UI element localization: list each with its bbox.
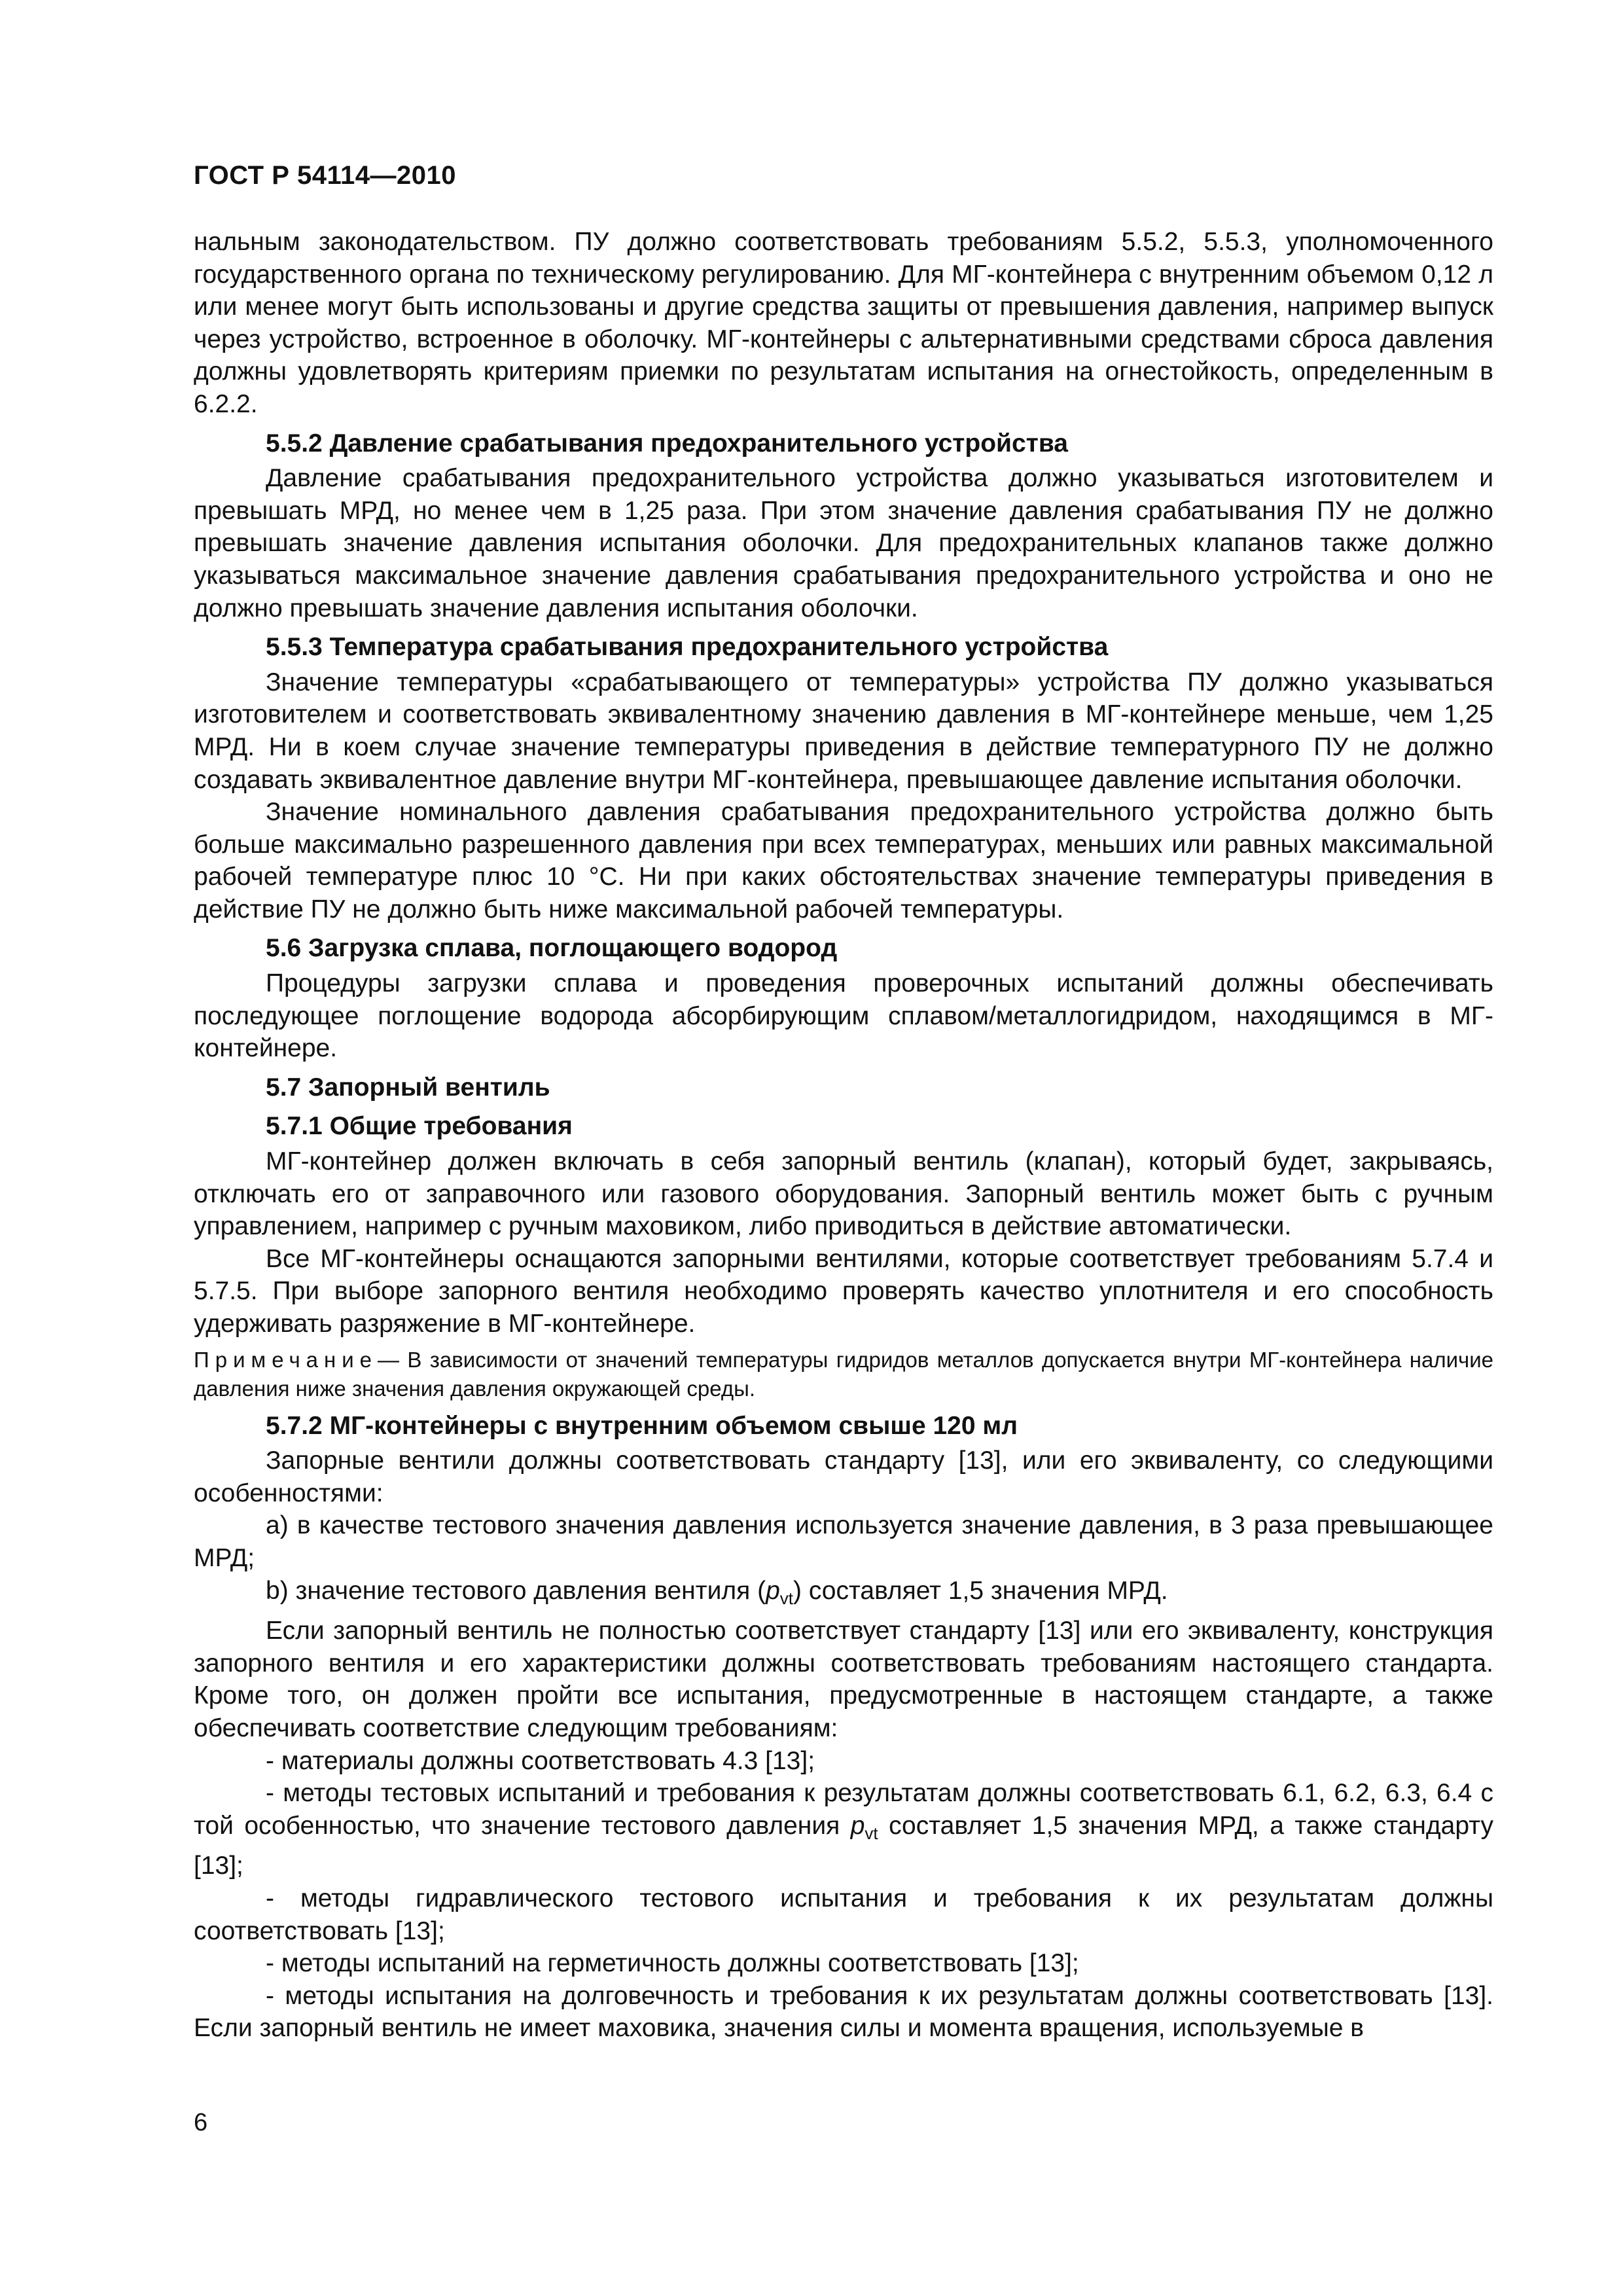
paragraph: Запорные вентили должны соответствовать стандарту [13], или его эквиваленту, со следующими особенностями: xyxy=(194,1446,1493,1507)
section-heading-5-7-2: 5.7.2 МГ-контейнеры с внутренним объемом свыше 120 мл xyxy=(266,1411,1018,1440)
list-item: - материалы должны соответствовать 4.3 [13]; xyxy=(266,1746,815,1775)
symbol-subscript: vt xyxy=(865,1823,878,1843)
note xyxy=(194,1346,1493,1403)
paragraph: Если запорный вентиль не полностью соответствует стандарту [13] или его эквиваленту, конструкция запорного вентиля и его характеристики должны соответствовать требованиям настоящего стандарта. Кроме того, он должен пройти все испытания, предусмотренные в настоящем стандарте, а также обеспечивать соответствие следующим требованиям: xyxy=(194,1617,1493,1742)
text-fragment: ) составляет 1,5 значения МРД. xyxy=(793,1576,1168,1605)
list-item: - методы испытания на долговечность и требования к их результатам должны соответствовать [13]. Если запорный вентиль не имеет маховика, значения силы и момента вращения, используемые в xyxy=(194,1981,1493,2043)
symbol-p: p xyxy=(766,1576,780,1605)
text-fragment: составляет 1,5 значения МРД, а также стандарту [13]; xyxy=(194,1811,1493,1880)
list-item: - методы гидравлического тестового испытания и требования к их результатам должны соответствовать [13]; xyxy=(194,1884,1493,1945)
text-fragment: - методы тестовых испытаний и требования к результатам должны соответствовать 6.1, 6.2, 6.3, 6.4 с той особенностью, что значение тестового давления xyxy=(194,1779,1493,1840)
page-number: 6 xyxy=(194,2109,208,2136)
document-header: ГОСТ Р 54114—2010 xyxy=(194,161,456,190)
paragraph: Давление срабатывания предохранительного устройства должно указываться изготовителем и превышать МРД, но менее чем в 1,25 раза. При этом значение давления срабатывания ПУ не должно превышать значение давления испытания оболочки. Для предохранительных клапанов также должно указываться максимальное значение давления срабатывания предохранительного устройства и оно не должно превышать значение давления испытания оболочки. xyxy=(194,464,1493,622)
paragraph: Процедуры загрузки сплава и проведения проверочных испытаний должны обеспечивать последующее поглощение водорода абсорбирующим сплавом/металлогидридом, находящимся в МГ-контейнере. xyxy=(194,969,1493,1063)
list-item-b xyxy=(194,1575,1493,1615)
note-label: Примечание xyxy=(194,1347,378,1372)
section-heading-5-7: 5.7 Запорный вентиль xyxy=(266,1073,550,1102)
symbol-subscript: vt xyxy=(779,1588,793,1608)
text-fragment: b) значение тестового давления вентиля ( xyxy=(266,1576,766,1605)
paragraph: нальным законодательством. ПУ должно соответствовать требованиям 5.5.2, 5.5.3, уполномоченного государственного органа по техническому регулированию. Для МГ-контейнера с внутренним объемом 0,12 л или менее могут быть использованы и другие средства защиты от превышения давления, например выпуск через устройство, встроенное в оболочку. МГ-контейнеры с альтернативными средствами сброса давления должны удовлетворять критериям приемки по результатам испытания на огнестойкость, определенным в 6.2.2. xyxy=(194,228,1493,418)
section-heading-5-5-3: 5.5.3 Температура срабатывания предохранительного устройства xyxy=(266,633,1109,662)
list-item-a: a) в качестве тестового значения давления используется значение давления, в 3 раза превышающее МРД; xyxy=(194,1511,1493,1572)
section-heading-5-7-1: 5.7.1 Общие требования xyxy=(266,1112,573,1141)
list-item xyxy=(194,1777,1493,1882)
document-body xyxy=(194,226,1493,2045)
paragraph: Все МГ-контейнеры оснащаются запорными вентилями, которые соответствует требованиям 5.7.4 и 5.7.5. При выборе запорного вентиля необходимо проверять качество уплотнителя и его способность удерживать разряжение в МГ-контейнере. xyxy=(194,1244,1493,1338)
section-heading-5-6: 5.6 Загрузка сплава, поглощающего водород xyxy=(266,934,838,963)
paragraph: Значение номинального давления срабатывания предохранительного устройства должно быть больше максимально разрешенного давления при всех температурах, меньших или равных максимальной рабочей температуре плюс 10 °С. Ни при каких обстоятельствах значение температуры приведения в действие ПУ не должно быть ниже максимальной рабочей температуры. xyxy=(194,798,1493,924)
paragraph: Значение температуры «срабатывающего от температуры» устройства ПУ должно указываться изготовителем и соответствовать эквивалентному значению давления в МГ-контейнере меньше, чем 1,25 МРД. Ни в коем случае значение температуры приведения в действие температурного ПУ не должно создавать эквивалентное давление внутри МГ-контейнера, превышающее давление испытания оболочки. xyxy=(194,668,1493,794)
note-text: — В зависимости от значений температуры гидридов металлов допускается внутри МГ-контейнера наличие давления ниже значения давления окружающей среды. xyxy=(194,1347,1493,1401)
symbol-p: p xyxy=(850,1811,865,1840)
section-heading-5-5-2: 5.5.2 Давление срабатывания предохранительного устройства xyxy=(266,429,1068,457)
paragraph: МГ-контейнер должен включать в себя запорный вентиль (клапан), который будет, закрываясь, отключать его от заправочного или газового оборудования. Запорный вентиль может быть с ручным управлением, например с ручным маховиком, либо приводиться в действие автоматически. xyxy=(194,1147,1493,1241)
list-item: - методы испытаний на герметичность должны соответствовать [13]; xyxy=(266,1949,1079,1978)
